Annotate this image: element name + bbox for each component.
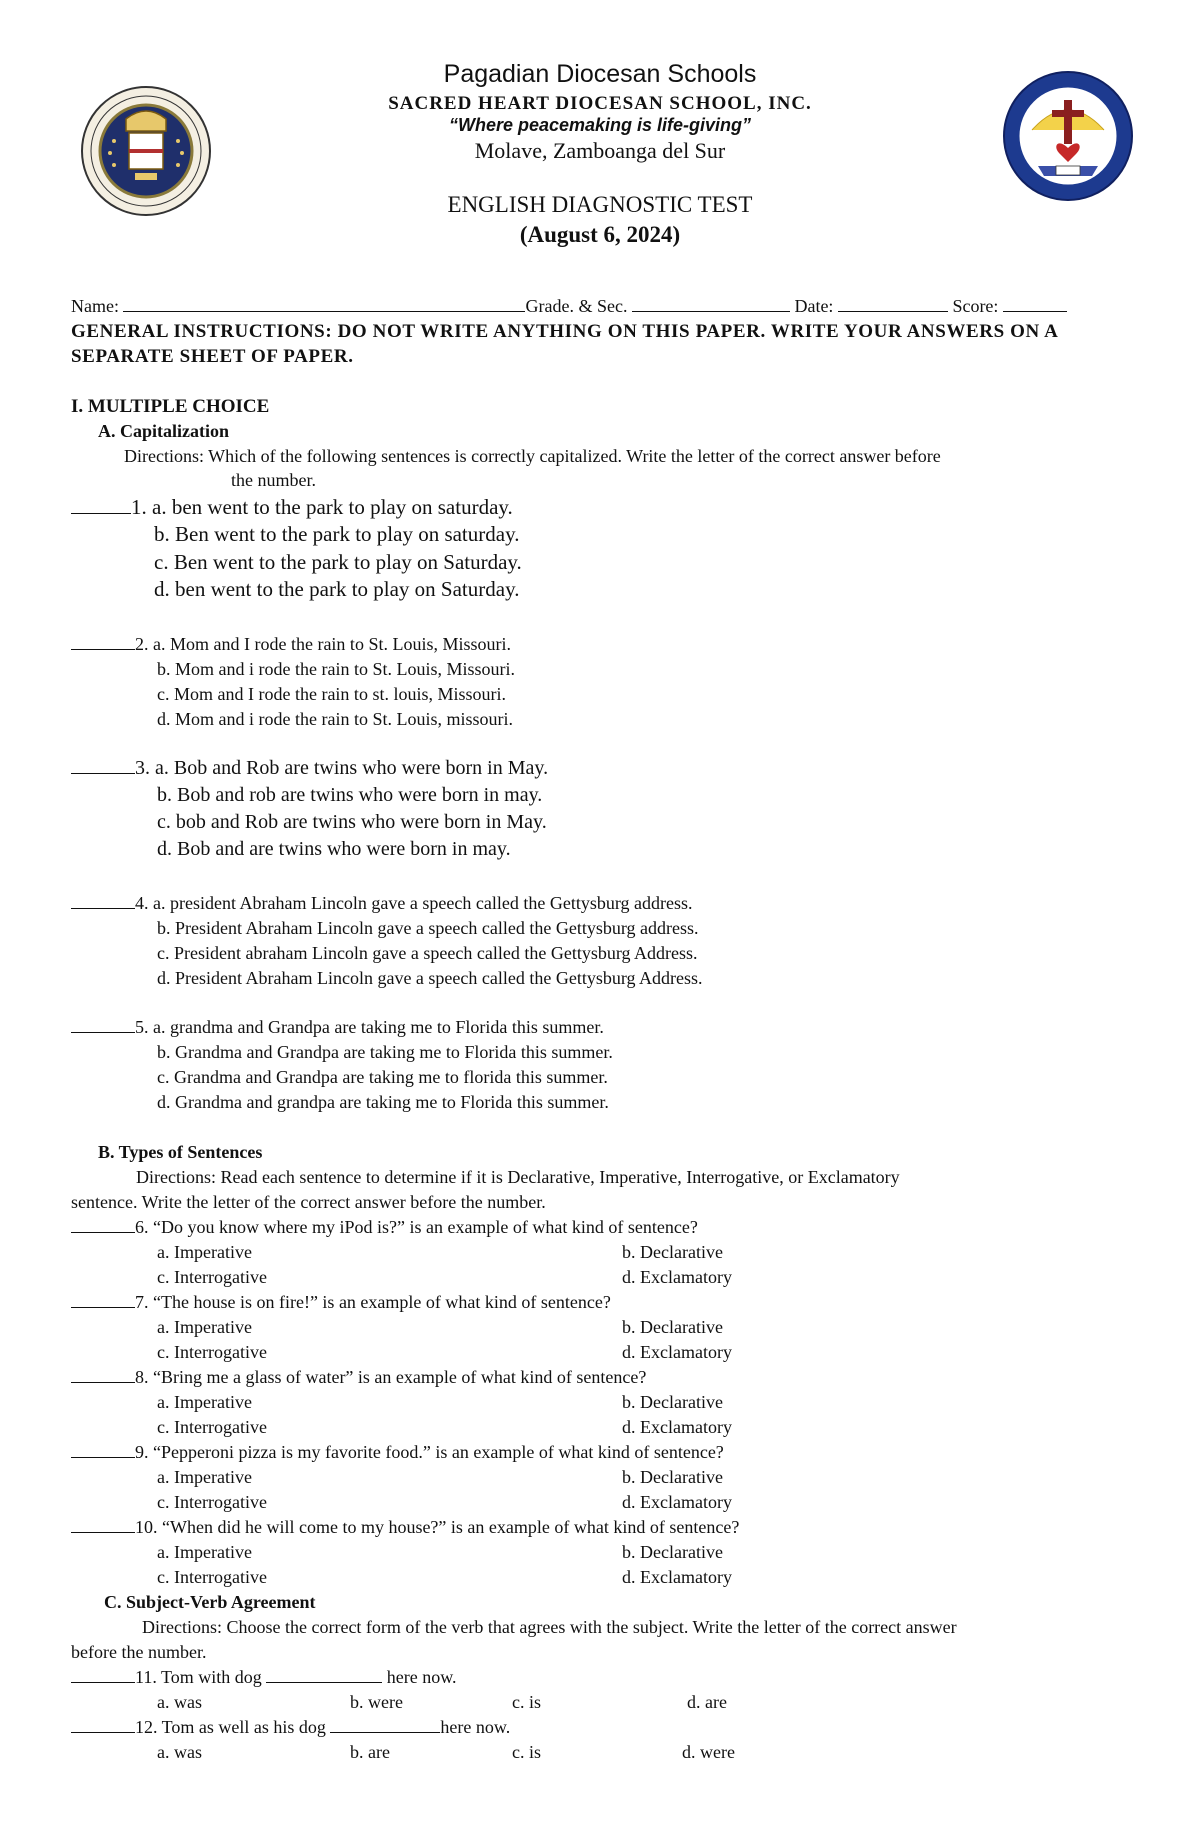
secC-directions: Directions: Choose the correct form of the verb that agrees with the subject. Write the letter of the correct answer <box>142 1617 957 1637</box>
answer-blank <box>71 1216 135 1233</box>
q3-option-c: c. bob and Rob are twins who were born in May. <box>157 811 547 833</box>
answer-blank <box>71 1016 135 1033</box>
q8-question: 8. “Bring me a glass of water” is an example of what kind of sentence? <box>71 1366 646 1388</box>
answer-blank <box>71 1666 135 1683</box>
q11-question: 11. Tom with dog here now. <box>71 1666 457 1688</box>
q2-option-d: d. Mom and i rode the rain to St. Louis, missouri. <box>157 709 513 729</box>
answer-blank <box>71 1516 135 1533</box>
q8-option-a: a. Imperative <box>157 1392 252 1412</box>
q12-option-c: c. is <box>512 1742 541 1762</box>
grade-label: Grade. & Sec. <box>525 296 628 316</box>
school-seal-logo <box>1002 70 1134 202</box>
q11-option-c: c. is <box>512 1692 541 1712</box>
q6-option-b: b. Declarative <box>622 1242 723 1262</box>
secB-directions-cont: sentence. Write the letter of the correct answer before the number. <box>71 1192 546 1212</box>
q7-option-d: d. Exclamatory <box>622 1342 732 1362</box>
q8-option-c: c. Interrogative <box>157 1417 267 1437</box>
secA-title: A. Capitalization <box>98 421 230 441</box>
q10-option-b: b. Declarative <box>622 1542 723 1562</box>
q9-option-c: c. Interrogative <box>157 1492 267 1512</box>
school-name: SACRED HEART DIOCESAN SCHOOL, INC. <box>388 93 812 114</box>
q7-option-b: b. Declarative <box>622 1317 723 1337</box>
q11-option-a: a. was <box>157 1692 202 1712</box>
secA-directions-cont: the number. <box>231 470 316 490</box>
q7-option-a: a. Imperative <box>157 1317 252 1337</box>
q5-option-d: d. Grandma and grandpa are taking me to Florida this summer. <box>157 1092 609 1112</box>
q12-option-b: b. are <box>350 1742 390 1762</box>
school-location: Molave, Zamboanga del Sur <box>474 138 726 163</box>
q4-option-d: d. President Abraham Lincoln gave a speech called the Gettysburg Address. <box>157 968 703 988</box>
part1-title: I. MULTIPLE CHOICE <box>71 396 270 417</box>
answer-blank <box>71 757 135 774</box>
name-label: Name: <box>71 296 119 316</box>
q6-question: 6. “Do you know where my iPod is?” is an example of what kind of sentence? <box>71 1216 698 1238</box>
q1-option-c: c. Ben went to the park to play on Saturday. <box>154 550 522 574</box>
q10-option-d: d. Exclamatory <box>622 1567 732 1587</box>
q6-option-c: c. Interrogative <box>157 1267 267 1287</box>
q1-option-b: b. Ben went to the park to play on saturday. <box>154 522 520 546</box>
org-name: Pagadian Diocesan Schools <box>443 60 757 88</box>
q7-option-c: c. Interrogative <box>157 1342 267 1362</box>
q9-option-a: a. Imperative <box>157 1467 252 1487</box>
answer-blank <box>71 1366 135 1383</box>
secC-directions-cont: before the number. <box>71 1642 207 1662</box>
q2-option-c: c. Mom and I rode the rain to st. louis, Missouri. <box>157 684 506 704</box>
q6-option-d: d. Exclamatory <box>622 1267 732 1287</box>
answer-blank <box>71 1291 135 1308</box>
q5-option-b: b. Grandma and Grandpa are taking me to Florida this summer. <box>157 1042 613 1062</box>
answer-blank <box>71 1716 135 1733</box>
q1-option-d: d. ben went to the park to play on Saturday. <box>154 577 520 601</box>
q2-option-b: b. Mom and i rode the rain to St. Louis, Missouri. <box>157 659 515 679</box>
date-blank <box>838 295 948 312</box>
q5-option-c: c. Grandma and Grandpa are taking me to florida this summer. <box>157 1067 608 1087</box>
test-title: ENGLISH DIAGNOSTIC TEST <box>447 192 753 217</box>
name-blank <box>123 295 525 312</box>
q6-option-a: a. Imperative <box>157 1242 252 1262</box>
q8-option-d: d. Exclamatory <box>622 1417 732 1437</box>
answer-blank <box>71 1441 135 1458</box>
q1-option-a: 1. a. ben went to the park to play on saturday. <box>71 494 513 520</box>
student-info-line <box>71 295 1067 317</box>
grade-blank <box>632 295 790 312</box>
q4-option-c: c. President abraham Lincoln gave a speech called the Gettysburg Address. <box>157 943 698 963</box>
q3-option-a: 3. a. Bob and Rob are twins who were born in May. <box>71 755 548 781</box>
answer-blank <box>71 892 135 909</box>
q12-option-d: d. were <box>682 1742 735 1762</box>
q2-option-a: 2. a. Mom and I rode the rain to St. Louis, Missouri. <box>71 633 511 655</box>
answer-blank <box>71 497 131 514</box>
q4-option-b: b. President Abraham Lincoln gave a speech called the Gettysburg address. <box>157 918 699 938</box>
q10-option-a: a. Imperative <box>157 1542 252 1562</box>
q9-question: 9. “Pepperoni pizza is my favorite food.” is an example of what kind of sentence? <box>71 1441 724 1463</box>
q10-option-c: c. Interrogative <box>157 1567 267 1587</box>
q11-option-b: b. were <box>350 1692 403 1712</box>
score-blank <box>1003 295 1067 312</box>
date-label: Date: <box>794 296 834 316</box>
secA-directions: Directions: Which of the following sentences is correctly capitalized. Write the letter of the correct answer before <box>124 446 941 466</box>
secB-title: B. Types of Sentences <box>98 1142 263 1162</box>
secB-directions: Directions: Read each sentence to determine if it is Declarative, Imperative, Interrogative, or Exclamatory <box>136 1167 900 1187</box>
score-label: Score: <box>952 296 999 316</box>
answer-blank <box>71 633 135 650</box>
q8-option-b: b. Declarative <box>622 1392 723 1412</box>
q11-option-d: d. are <box>687 1692 727 1712</box>
secC-title: C. Subject-Verb Agreement <box>104 1592 316 1612</box>
q10-question: 10. “When did he will come to my house?” is an example of what kind of sentence? <box>71 1516 739 1538</box>
q4-option-a: 4. a. president Abraham Lincoln gave a speech called the Gettysburg address. <box>71 892 692 914</box>
q12-question: 12. Tom as well as his dog here now. <box>71 1716 510 1738</box>
q3-option-d: d. Bob and are twins who were born in may. <box>157 838 511 860</box>
verb-blank <box>266 1666 382 1683</box>
q3-option-b: b. Bob and rob are twins who were born in may. <box>157 784 543 806</box>
q12-option-a: a. was <box>157 1742 202 1762</box>
school-motto: “Where peacemaking is life-giving” <box>448 115 752 135</box>
q9-option-d: d. Exclamatory <box>622 1492 732 1512</box>
q9-option-b: b. Declarative <box>622 1467 723 1487</box>
verb-blank <box>330 1716 440 1733</box>
q5-option-a: 5. a. grandma and Grandpa are taking me to Florida this summer. <box>71 1016 604 1038</box>
q7-question: 7. “The house is on fire!” is an example of what kind of sentence? <box>71 1291 611 1313</box>
general-instructions: GENERAL INSTRUCTIONS: DO NOT WRITE ANYTHING ON THIS PAPER. WRITE YOUR ANSWERS ON A SEPARATE SHEET OF PAPER. <box>71 321 1058 367</box>
test-date: (August 6, 2024) <box>519 222 681 247</box>
